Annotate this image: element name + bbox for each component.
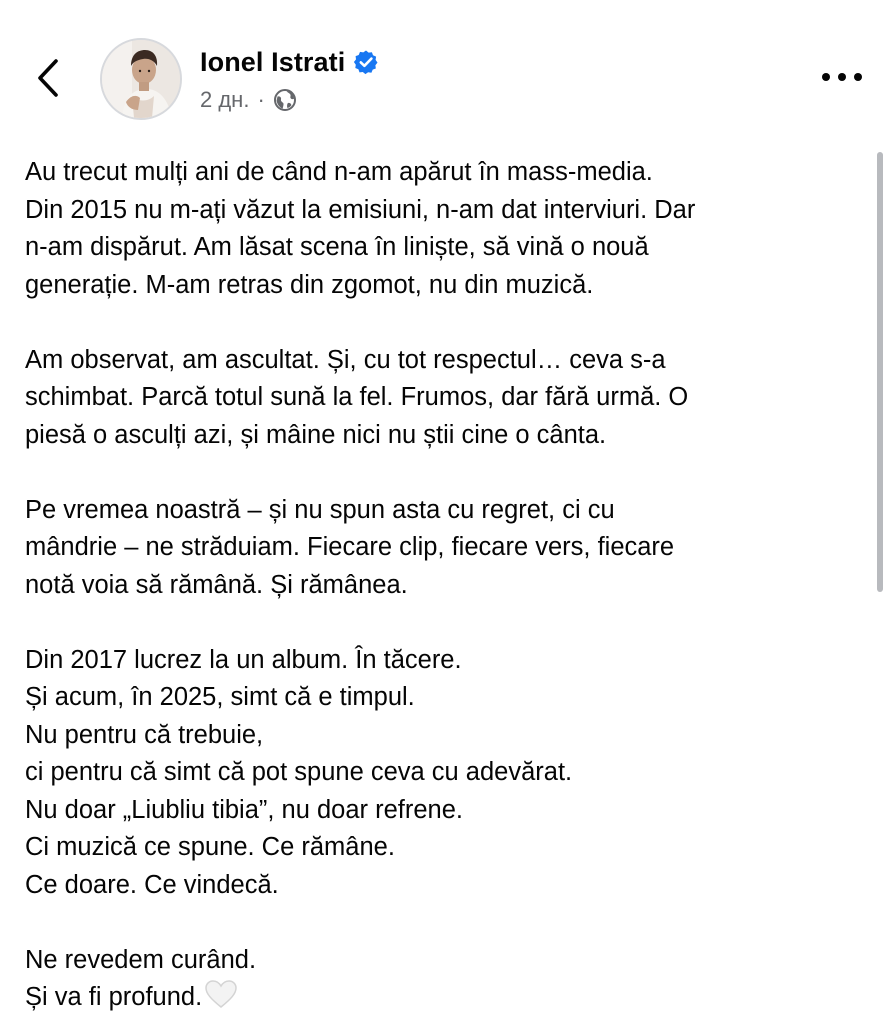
post-timestamp[interactable]: 2 дн.: [200, 87, 250, 112]
post-paragraph: Am observat, am ascultat. Și, cu tot respectul… ceva s-a schimbat. Parcă totul sună la fel. Frumos, dar fără urmă. O piesă o asculți azi, și mâine nici nu știi cine o cânta.: [25, 345, 689, 449]
chevron-left-icon: [36, 58, 60, 98]
white-heart-icon: [204, 979, 238, 1021]
author-row: [200, 44, 379, 80]
post-paragraph: Din 2017 lucrez la un album. În tăcere. Și acum, în 2025, simt că e timpul. Nu pentru că trebuie, ci pentru că simt că pot spune ceva cu adevărat. Nu doar „Liubliu tibia”, nu doar refrene. Ci muzică ce spune. Ce rămâne. Ce doare. Ce vindecă.: [25, 645, 573, 899]
post-closing: [25, 942, 870, 1021]
more-options-button[interactable]: [818, 62, 866, 92]
post-header: [0, 0, 891, 140]
post-text: [25, 154, 870, 1021]
avatar[interactable]: [100, 38, 182, 120]
post-meta: [200, 86, 297, 114]
meta-separator: ·: [257, 87, 265, 112]
verified-badge-icon: [353, 49, 379, 75]
scrollbar[interactable]: [877, 152, 883, 592]
post-paragraph: Pe vremea noastră – și nu spun asta cu regret, ci cu mândrie – ne străduiam. Fiecare clip, fiecare vers, fiecare notă voia să rămână. Și rămânea.: [25, 495, 675, 599]
author-name[interactable]: Ionel Istrati: [200, 46, 346, 77]
globe-icon[interactable]: [273, 88, 297, 112]
post-paragraph: Ne revedem curând. Și va fi profund.: [25, 945, 257, 1011]
more-horizontal-icon: [820, 72, 864, 82]
back-button[interactable]: [28, 52, 68, 104]
post-paragraph: Au trecut mulți ani de când n-am apărut în mass-media. Din 2015 nu m-ați văzut la emisiuni, n-am dat interviuri. Dar n-am dispărut. Am lăsat scena în liniște, să vină o nouă generație. M-am retras din zgomot, nu din muzică.: [25, 158, 696, 299]
avatar-photo: [102, 40, 180, 118]
